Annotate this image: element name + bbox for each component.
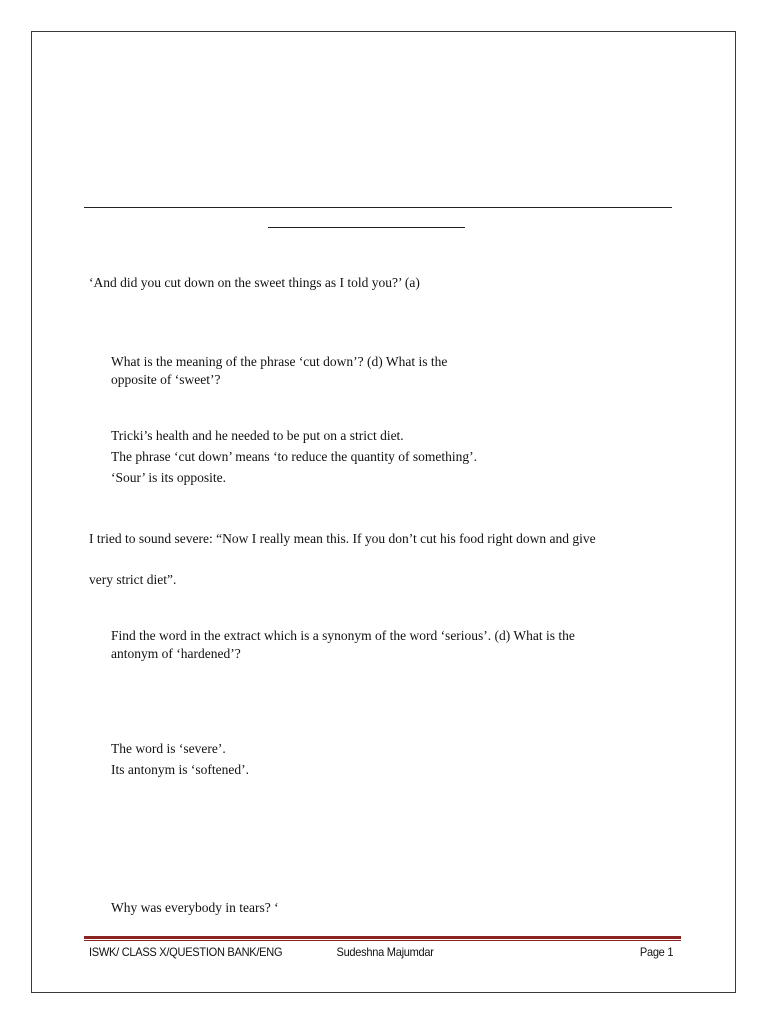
answer-2-line-2: Its antonym is ‘softened’.: [111, 762, 249, 777]
question-1-line-2: opposite of ‘sweet’?: [111, 372, 221, 387]
extract-1-line: ‘And did you cut down on the sweet things as I told you?’ (a): [89, 275, 420, 290]
question-2-line-1: Find the word in the extract which is a synonym of the word ‘serious’. (d) What is the: [111, 628, 575, 643]
page-footer: [89, 943, 674, 961]
answer-2-line-1: The word is ‘severe’.: [111, 741, 226, 756]
question-2-line-2: antonym of ‘hardened’?: [111, 646, 241, 661]
footer-author: Sudeshna Majumdar: [336, 945, 434, 959]
title-rule-short: [268, 227, 465, 228]
question-1-line-1: What is the meaning of the phrase ‘cut down’? (d) What is the: [111, 354, 448, 369]
footer-rule-thin: [84, 940, 681, 941]
question-3-line-1: Why was everybody in tears? ‘: [111, 900, 279, 915]
footer-rule-thick: [84, 936, 681, 939]
footer-page-number: Page 1: [639, 945, 674, 959]
footer-course-label: ISWK/ CLASS X/QUESTION BANK/ENG: [89, 945, 283, 959]
answer-1-line-3: ‘Sour’ is its opposite.: [111, 470, 227, 485]
extract-2-line-2: very strict diet”.: [89, 572, 177, 587]
answer-1-line-1: Tricki’s health and he needed to be put on a strict diet.: [111, 428, 404, 443]
answer-1-line-2: The phrase ‘cut down’ means ‘to reduce the quantity of something’.: [111, 449, 478, 464]
extract-2-line-1: I tried to sound severe: “Now I really mean this. If you don’t cut his food right down and give: [89, 531, 596, 546]
title-rule-long: [84, 207, 672, 208]
page-border: [31, 31, 736, 993]
